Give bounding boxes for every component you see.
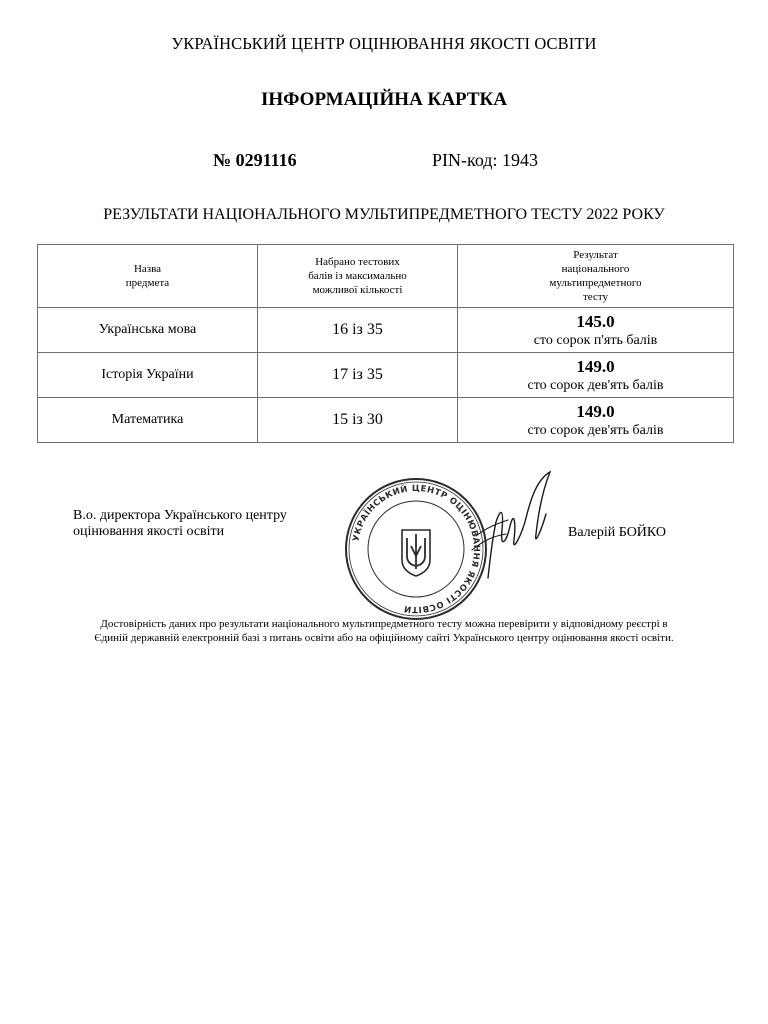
result-words: сто сорок п'ять балів [533, 332, 658, 348]
result-words: сто сорок дев'ять балів [527, 422, 664, 438]
score-cell: 16 із 35 [258, 308, 458, 353]
table-header-row [38, 245, 734, 308]
result-value: 149.0 [576, 356, 615, 376]
trident-emblem-icon [402, 530, 430, 576]
table-row [38, 353, 734, 398]
table-row [38, 398, 734, 443]
score-cell: 17 із 35 [258, 353, 458, 398]
stamp-text: УКРАЇНСЬКИЙ ЦЕНТР ОЦІНЮВАННЯ ЯКОСТІ ОСВІТИ [351, 483, 482, 615]
result-cell [458, 308, 734, 353]
results-title: РЕЗУЛЬТАТИ НАЦІОНАЛЬНОГО МУЛЬТИПРЕДМЕТНОГО ТЕСТУ 2022 РОКУ [103, 206, 665, 223]
signer-name: Валерій БОЙКО [568, 525, 667, 540]
card-number: № 0291116 [213, 150, 297, 170]
subject-cell: Математика [38, 398, 258, 443]
column-header-result: Результат національного мультипредметного тесту [458, 245, 734, 308]
result-value: 145.0 [576, 311, 615, 331]
column-header-score: Набрано тестових балів із максимально можливої кількості [258, 245, 458, 308]
handwritten-signature [466, 470, 562, 580]
table-row [38, 308, 734, 353]
organization-name: УКРАЇНСЬКИЙ ЦЕНТР ОЦІНЮВАННЯ ЯКОСТІ ОСВІТИ [171, 34, 597, 53]
subject-cell: Історія України [38, 353, 258, 398]
result-cell [458, 353, 734, 398]
score-cell: 15 із 30 [258, 398, 458, 443]
result-cell [458, 398, 734, 443]
subject-cell: Українська мова [38, 308, 258, 353]
verification-note: Достовірність даних про результати національного мультипредметного тесту можна перевірити у відповідному реєстрі в Єдиній державній електронній базі з питань освіти або на офіційному сайті Українського центру оцінювання якості освіти. [94, 618, 674, 644]
column-header-subject: Назва предмета [38, 245, 258, 308]
signer-position: В.о. директора Українського центру оцінювання якості освіти [73, 508, 287, 539]
result-words: сто сорок дев'ять балів [527, 377, 664, 393]
result-value: 149.0 [576, 401, 615, 421]
results-table [37, 244, 734, 443]
pin-code: PIN-код: 1943 [432, 150, 538, 170]
document-title: ІНФОРМАЦІЙНА КАРТКА [260, 89, 508, 110]
